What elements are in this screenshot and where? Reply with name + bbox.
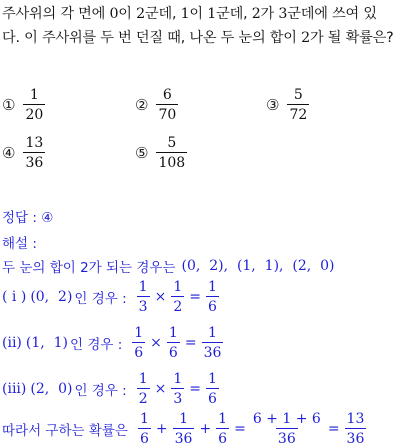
- option-fraction: $\frac{13}{36}$: [25, 135, 44, 171]
- final-label: 따라서 구하는 확률은: [2, 423, 128, 439]
- case-equation: $\frac{1}{2}$ × $\frac{1}{3}$ = $\frac{1}{6}$: [138, 371, 217, 407]
- question-line-1: [2, 3, 377, 23]
- intro-text: 두 눈의 합이 2가 되는 경우는: [2, 260, 176, 276]
- answer-label: 정답 : ④: [2, 210, 54, 226]
- math-number: 1: [180, 6, 190, 22]
- explanation-label: [2, 232, 37, 252]
- option-fraction: $\frac{5}{108}$: [158, 135, 186, 171]
- case-pair: (2, 0): [30, 381, 73, 397]
- final-line: [2, 412, 368, 446]
- option-fraction: $\frac{5}{72}$: [289, 87, 308, 123]
- case-suffix: 인 경우 :: [74, 383, 127, 399]
- answer-line: [2, 206, 53, 226]
- math-number: 0: [109, 6, 119, 22]
- case-2: [2, 326, 225, 360]
- option-fraction: $\frac{1}{20}$: [25, 87, 44, 123]
- option-number: ④: [2, 144, 16, 162]
- math-number: 2: [136, 6, 145, 22]
- option-3[interactable]: [266, 88, 311, 122]
- final-equation: $\frac{1}{6}$ + $\frac{1}{36}$ + $\frac{1}{6}$ = $\frac{6 + 1 + 6}{36}$ = $\frac{13}{36}$: [139, 411, 365, 447]
- option-number: ③: [266, 96, 280, 114]
- question-text: 이: [189, 6, 208, 22]
- question-text: 가: [260, 6, 279, 22]
- math-number: 2: [301, 30, 310, 46]
- option-2[interactable]: [135, 88, 180, 122]
- case-suffix: 인 경우 :: [69, 337, 123, 353]
- case-label: (ii): [2, 335, 22, 351]
- intro-pairs: (0, 2), (1, 1), (2, 0): [181, 258, 335, 274]
- math-number: 1: [207, 6, 217, 22]
- question-line-2: [2, 27, 393, 47]
- question-text: 이: [118, 6, 137, 22]
- question-text: 군데,: [144, 6, 181, 22]
- option-fraction: $\frac{6}{70}$: [158, 87, 177, 123]
- question-text: 군데에 쓰여 있: [287, 6, 377, 22]
- explanation-heading: 해설 :: [2, 236, 37, 252]
- case-equation: $\frac{1}{3}$ × $\frac{1}{2}$ = $\frac{1}{6}$: [138, 279, 217, 315]
- option-1[interactable]: [2, 88, 47, 122]
- case-pair: (1, 1): [25, 335, 68, 351]
- option-5[interactable]: [135, 136, 189, 170]
- option-number: ②: [135, 96, 149, 114]
- math-number: 2: [251, 6, 261, 22]
- question-text: 주사위의 각 면에: [2, 6, 110, 22]
- question-text: 가 될 확률은?: [309, 30, 394, 46]
- case-equation: $\frac{1}{6}$ × $\frac{1}{6}$ = $\frac{1}{36}$: [134, 325, 222, 361]
- case-suffix: 인 경우 :: [74, 291, 127, 307]
- case-label: ( i ): [2, 289, 27, 305]
- math-number: 3: [278, 6, 288, 22]
- question-text: 군데,: [216, 6, 252, 22]
- question-text: 다. 이 주사위를 두 번 던질 때, 나온 두 눈의 합이: [2, 30, 302, 46]
- case-pair: (0, 2): [30, 289, 73, 305]
- option-number: ⑤: [135, 144, 149, 162]
- option-number: ①: [2, 96, 16, 114]
- case-label: (iii): [2, 381, 27, 397]
- case-3: [2, 372, 221, 406]
- option-4[interactable]: [2, 136, 47, 170]
- explanation-intro: [2, 256, 334, 276]
- case-1: [2, 280, 221, 314]
